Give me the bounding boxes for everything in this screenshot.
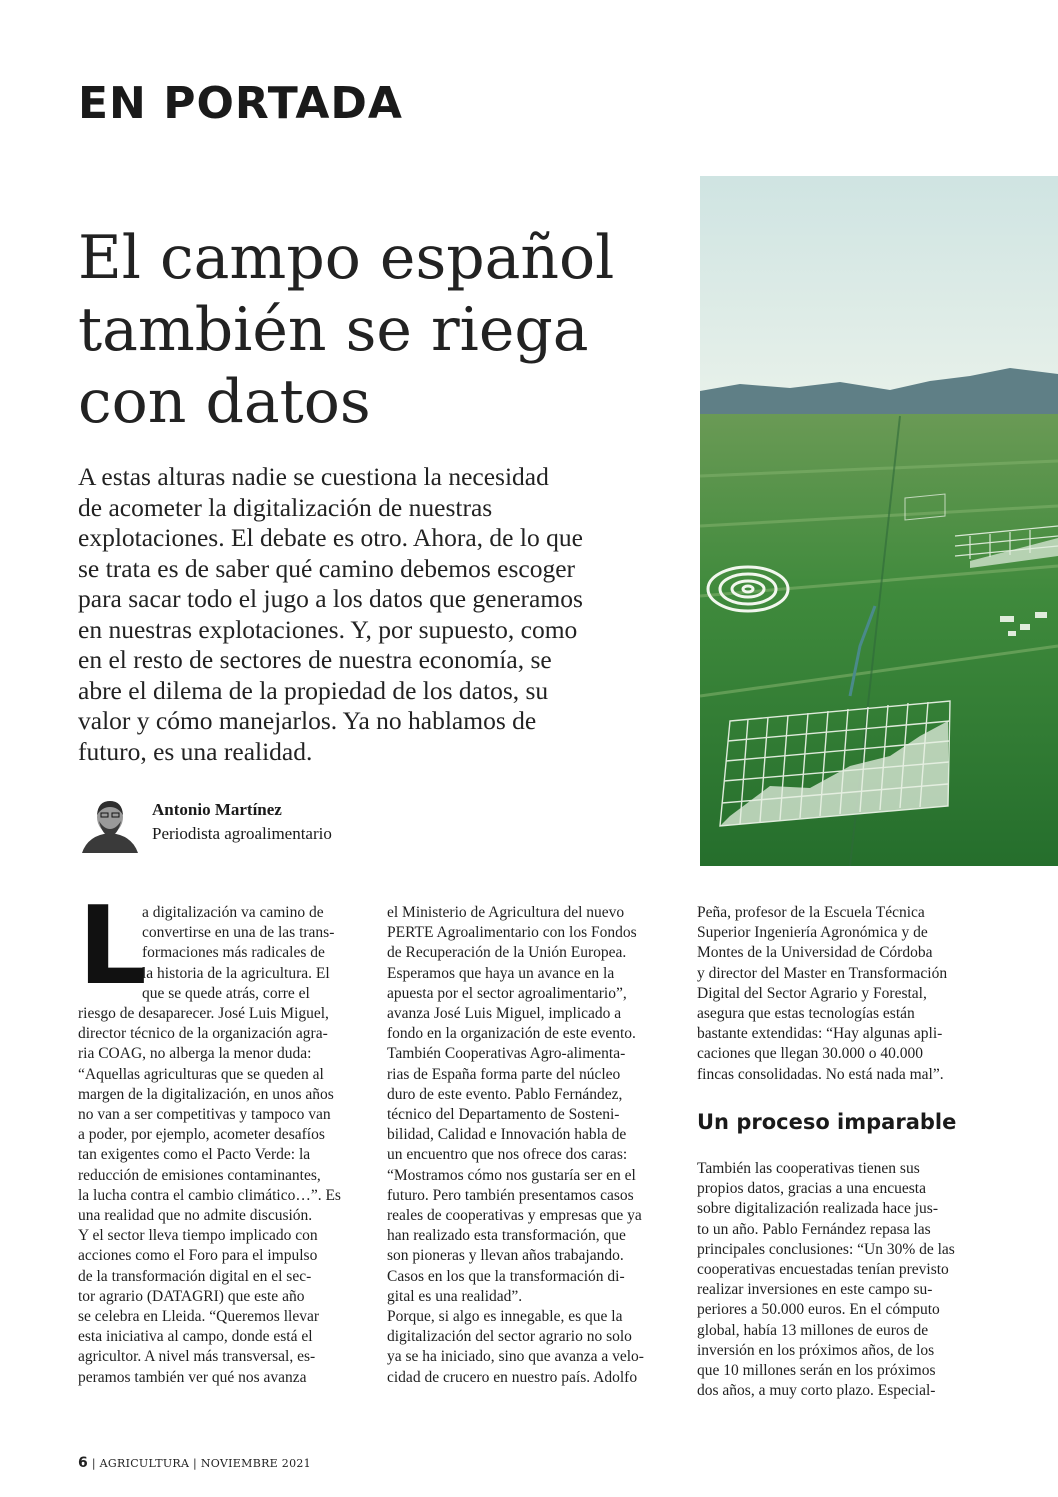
body-line: que 10 millones serán en los próximos [697, 1362, 936, 1380]
body-line: reducción de emisiones contaminantes, [78, 1166, 321, 1184]
body-line: un encuentro que nos ofrece dos caras: [387, 1146, 628, 1164]
body-line: Peña, profesor de la Escuela Técnica [697, 904, 925, 921]
body-line: digitalización del sector agrario no solo [387, 1328, 632, 1346]
body-line: propios datos, gracias a una encuesta [697, 1180, 926, 1198]
standfirst-line: futuro, es una realidad. [78, 736, 313, 766]
body-line: Montes de la Universidad de Córdoba [697, 944, 933, 962]
body-line: formaciones más radicales de [142, 944, 325, 962]
standfirst-line: de acometer la digitalización de nuestras [78, 492, 493, 522]
standfirst-line: A estas alturas nadie se cuestiona la necesidad [78, 462, 549, 491]
body-line: margen de la digitalización, en unos años [78, 1085, 334, 1103]
body-line: una realidad que no admite discusión. [78, 1207, 313, 1225]
body-line: cidad de crucero en nuestro país. Adolfo [387, 1368, 638, 1386]
body-line: asegura que estas tecnologías están [697, 1005, 915, 1023]
body-line: director técnico de la organización agra- [78, 1025, 328, 1043]
author-photo [78, 795, 142, 853]
body-line: el Ministerio de Agricultura del nuevo [387, 904, 625, 921]
body-line: realizar inversiones en este campo su- [697, 1281, 933, 1299]
headline [78, 222, 678, 438]
body-column-2 [387, 903, 677, 1388]
magazine-name: AGRICULTURA [99, 1457, 190, 1470]
body-line: peramos también ver qué nos avanza [78, 1368, 307, 1386]
body-column-3 [697, 903, 987, 1085]
body-line: tan exigentes como el Pacto Verde: la [78, 1146, 311, 1164]
body-line: futuro. Pero también presentamos casos [387, 1186, 634, 1204]
body-line: Porque, si algo es innegable, es que la [387, 1308, 623, 1326]
body-line: Y el sector lleva tiempo implicado con [78, 1227, 318, 1245]
body-line: También las cooperativas tienen sus [697, 1160, 920, 1177]
body-line: bastante extendidas: “Hay algunas apli- [697, 1025, 943, 1043]
body-line: periores a 50.000 euros. En el cómputo [697, 1301, 940, 1319]
body-line: sobre digitalización realizada hace jus- [697, 1200, 938, 1218]
body-line: han realizado esta transformación, que [387, 1227, 626, 1245]
body-line: bilidad, Calidad e Innovación habla de [387, 1126, 627, 1144]
body-line: global, había 13 millones de euros de [697, 1321, 929, 1339]
body-line: esta iniciativa al campo, donde está el [78, 1328, 313, 1346]
body-line: Casos en los que la transformación di- [387, 1267, 625, 1285]
body-line: son pioneras y llevan años trabajando. [387, 1247, 624, 1265]
body-column-1 [78, 903, 368, 1388]
body-column-3-continued [697, 1159, 987, 1401]
body-line: También Cooperativas Agro-alimenta- [387, 1045, 626, 1063]
page-number: 6 [78, 1455, 89, 1471]
body-line: fincas consolidadas. No está nada mal”. [697, 1065, 944, 1083]
standfirst-line: en el resto de sectores de nuestra economía, se [78, 645, 552, 674]
body-line: apuesta por el sector agroalimentario”, [387, 984, 627, 1002]
body-line: dos años, a muy corto plazo. Especial- [697, 1382, 936, 1400]
body-line: técnico del Departamento de Sosteni- [387, 1106, 620, 1124]
body-line: agricultor. A nivel más transversal, es- [78, 1348, 316, 1366]
body-line: caciones que llegan 30.000 o 40.000 [697, 1045, 923, 1063]
standfirst-line: se trata es de saber qué camino debemos escoger [78, 553, 576, 583]
body-line: tor agrario (DATAGRI) que este año [78, 1287, 305, 1305]
headline-line: El campo español [78, 223, 615, 293]
body-line: de la transformación digital en el sec- [78, 1267, 312, 1285]
body-line: ria COAG, no alberga la menor duda: [78, 1045, 312, 1063]
body-line: no van a ser competitivas y tampoco van [78, 1106, 331, 1124]
body-line: de Recuperación de la Unión Europea. [387, 944, 627, 962]
body-line: rias de España forma parte del núcleo [387, 1065, 621, 1083]
headline-line: con datos [78, 367, 371, 437]
body-line: “Mostramos cómo nos gustaría ser en el [387, 1166, 636, 1184]
body-line: Esperamos que haya un avance en la [387, 964, 615, 982]
body-line: la historia de la agricultura. El [142, 964, 330, 982]
body-line: que se quede atrás, corre el [142, 984, 310, 1002]
body-line: principales conclusiones: “Un 30% de las [697, 1240, 955, 1258]
footer-separator: | [193, 1457, 201, 1470]
hero-photo-fields [700, 176, 1058, 866]
body-line: Digital del Sector Agrario y Forestal, [697, 984, 927, 1002]
subheading: Un proceso imparable [697, 1110, 957, 1134]
body-line: Superior Ingeniería Agronómica y de [697, 924, 928, 942]
standfirst [78, 462, 678, 767]
body-line: a digitalización va camino de [142, 904, 324, 921]
body-line: fondo en la organización de este evento. [387, 1025, 636, 1043]
standfirst-line: en nuestras explotaciones. Y, por supuesto, como [78, 614, 578, 644]
standfirst-line: abre el dilema de la propiedad de los datos, su [78, 675, 549, 705]
drop-cap: L [78, 884, 147, 1009]
body-line: inversión en los próximos años, de los [697, 1341, 935, 1359]
author-name: Antonio Martínez [152, 800, 282, 819]
body-line: a poder, por ejemplo, acometer desafíos [78, 1126, 325, 1144]
body-line: reales de cooperativas y empresas que ya [387, 1207, 642, 1225]
standfirst-line: explotaciones. El debate es otro. Ahora, de lo que [78, 523, 583, 552]
body-line: convertirse en una de las trans- [142, 924, 335, 942]
footer-separator: | [91, 1457, 100, 1470]
body-line: cooperativas encuestadas tenían previsto [697, 1261, 949, 1279]
body-line: PERTE Agroalimentario con los Fondos [387, 924, 637, 942]
standfirst-line: valor y cómo manejarlos. Ya no hablamos de [78, 706, 537, 735]
body-line: ya se ha iniciado, sino que avanza a velo- [387, 1348, 644, 1366]
section-label: EN PORTADA [78, 78, 403, 129]
issue-date: NOVIEMBRE 2021 [200, 1457, 311, 1470]
body-line: se celebra en Lleida. “Queremos llevar [78, 1308, 319, 1326]
author-role: Periodista agroalimentario [152, 824, 332, 843]
page-footer [78, 1455, 311, 1471]
body-line: “Aquellas agriculturas que se queden al [78, 1065, 324, 1083]
body-line: y director del Master en Transformación [697, 964, 948, 982]
body-line: acciones como el Foro para el impulso [78, 1247, 318, 1265]
body-line: to un año. Pablo Fernández repasa las [697, 1220, 931, 1238]
body-line: avanza José Luis Miguel, implicado a [387, 1005, 622, 1023]
body-line: la lucha contra el cambio climático…”. Es [78, 1186, 341, 1204]
body-line: duro de este evento. Pablo Fernández, [387, 1085, 623, 1103]
standfirst-line: para sacar todo el jugo a los datos que generamos [78, 584, 583, 613]
headline-line: también se riega [78, 295, 589, 365]
body-line: riesgo de desaparecer. José Luis Miguel, [78, 1005, 329, 1023]
body-line: gital es una realidad”. [387, 1287, 523, 1305]
